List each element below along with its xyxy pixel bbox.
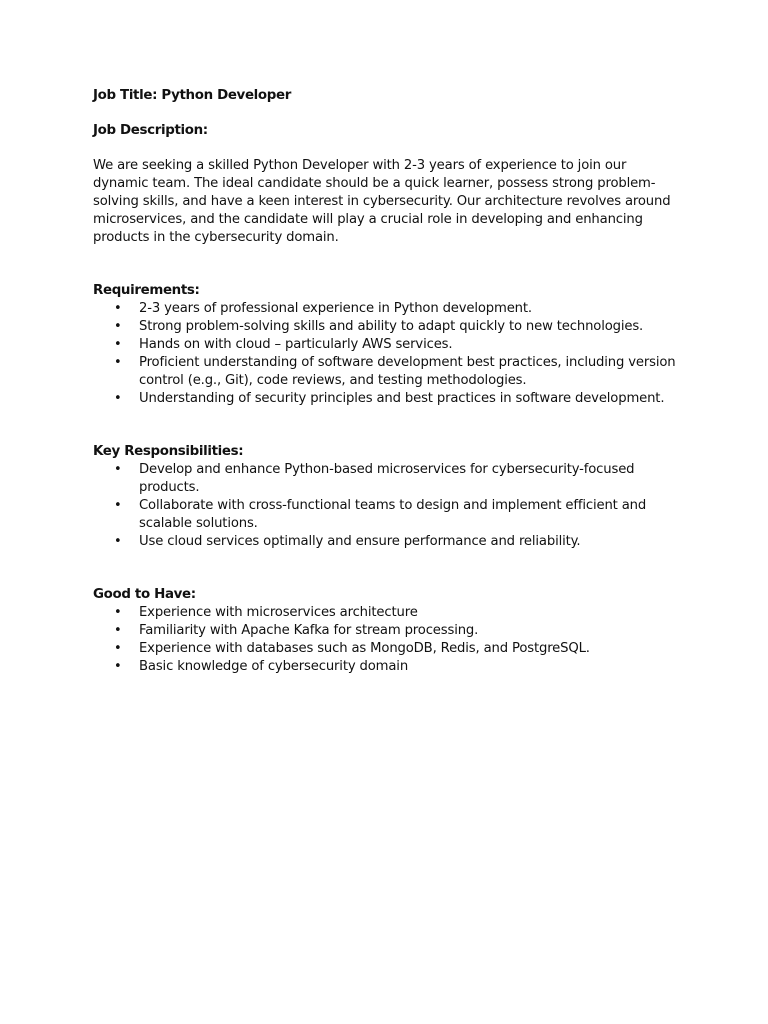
requirements-list (93, 300, 683, 408)
bullet-icon: • (114, 355, 122, 370)
list-item-text: Proficient understanding of software development best practices, including version control (e.g., Git), code reviews, and testing methodologies. (139, 355, 676, 388)
list-item-text: Understanding of security principles and best practices in software development. (139, 391, 665, 406)
bullet-icon: • (114, 498, 122, 513)
list-item (93, 497, 683, 533)
list-item-text: Strong problem-solving skills and ability to adapt quickly to new technologies. (139, 319, 644, 334)
bullet-icon: • (114, 641, 122, 656)
bullet-icon: • (114, 319, 122, 334)
responsibilities-list (93, 461, 683, 551)
good-to-have-section (93, 586, 683, 676)
good-to-have-list (93, 604, 683, 676)
document-body (93, 87, 683, 711)
list-item (93, 300, 683, 318)
bullet-icon: • (114, 462, 122, 477)
job-description-text: We are seeking a skilled Python Developer with 2-3 years of experience to join our dynamic team. The ideal candidate should be a quick learner, possess strong problem-solving skills, and have a keen interest in cybersecurity. Our architecture revolves around microservices, and the candidate will play a crucial role in developing and enhancing products in the cybersecurity domain. (93, 158, 671, 245)
list-item-text: Develop and enhance Python-based microservices for cybersecurity-focused products. (139, 462, 635, 495)
list-item (93, 658, 683, 676)
list-item-text: 2-3 years of professional experience in Python development. (139, 301, 532, 316)
list-item-text: Collaborate with cross-functional teams to design and implement efficient and scalable solutions. (139, 498, 647, 531)
bullet-icon: • (114, 659, 122, 674)
list-item-text: Familiarity with Apache Kafka for stream processing. (139, 623, 479, 638)
list-item (93, 318, 683, 336)
list-item (93, 336, 683, 354)
responsibilities-heading: Key Responsibilities: (93, 444, 244, 459)
job-title: Job Title: Python Developer (93, 88, 291, 103)
list-item (93, 461, 683, 497)
bullet-icon: • (114, 534, 122, 549)
list-item (93, 533, 683, 551)
good-to-have-heading: Good to Have: (93, 587, 196, 602)
list-item (93, 622, 683, 640)
list-item (93, 390, 683, 408)
requirements-section (93, 282, 683, 408)
list-item-text: Basic knowledge of cybersecurity domain (139, 659, 409, 674)
bullet-icon: • (114, 623, 122, 638)
list-item (93, 354, 683, 390)
list-item (93, 640, 683, 658)
requirements-heading: Requirements: (93, 283, 200, 298)
bullet-icon: • (114, 391, 122, 406)
list-item (93, 604, 683, 622)
bullet-icon: • (114, 337, 122, 352)
list-item-text: Experience with databases such as MongoDB, Redis, and PostgreSQL. (139, 641, 590, 656)
bullet-icon: • (114, 301, 122, 316)
job-description-heading: Job Description: (93, 123, 208, 138)
bullet-icon: • (114, 605, 122, 620)
list-item-text: Experience with microservices architecture (139, 605, 418, 620)
list-item-text: Use cloud services optimally and ensure performance and reliability. (139, 534, 581, 549)
list-item-text: Hands on with cloud – particularly AWS services. (139, 337, 453, 352)
responsibilities-section (93, 443, 683, 551)
